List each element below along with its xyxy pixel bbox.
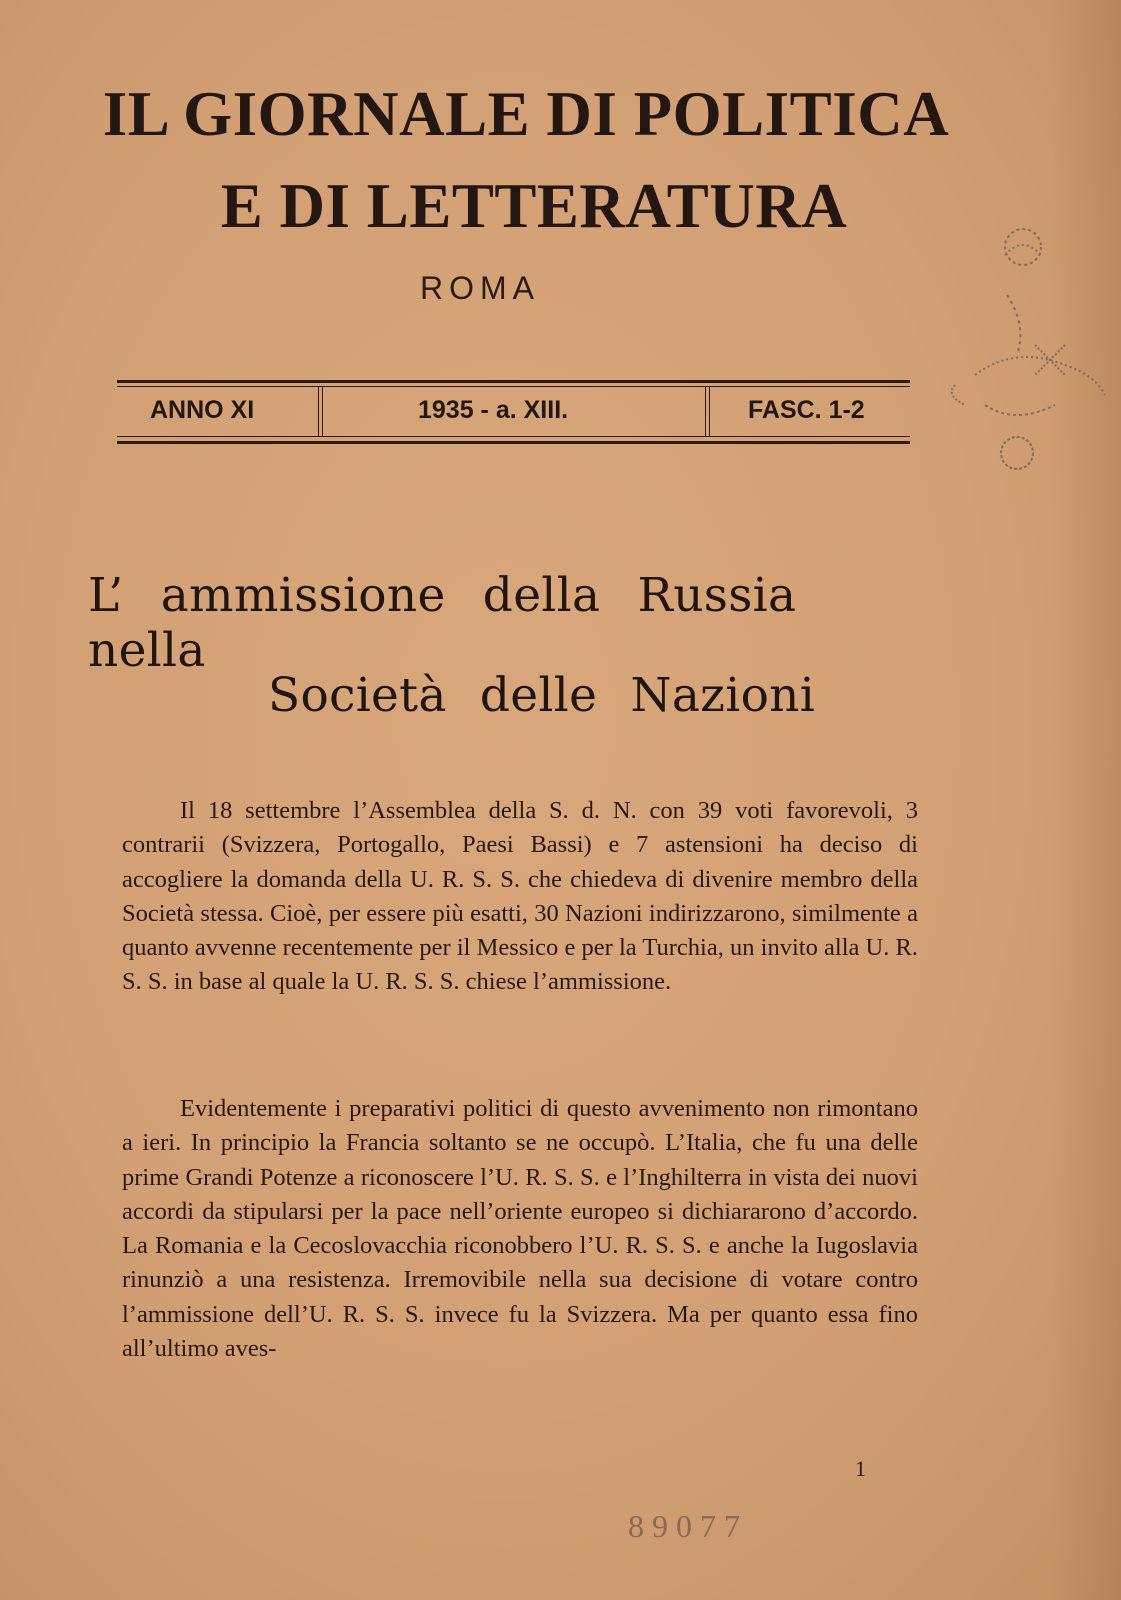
band-rule-top-thin — [117, 386, 910, 387]
inventory-number: 89077 — [628, 1508, 748, 1544]
library-stamp-icon — [935, 225, 1115, 485]
band-separator — [318, 386, 319, 436]
band-rule-bottom-thick — [117, 441, 910, 444]
masthead-title-line1: IL GIORNALE DI POLITICA — [102, 79, 950, 149]
band-separator — [709, 386, 710, 436]
band-rule-top-thick — [117, 380, 910, 383]
band-separator — [322, 386, 323, 436]
masthead-city: ROMA — [420, 270, 540, 306]
masthead-title-line2: E DI LETTERATURA — [220, 171, 848, 241]
article-paragraph: Il 18 settembre l’Assemblea della S. d. N. con 39 voti favorevoli, 3 contrarii (Svizzera, Portogallo, Paesi Bassi) e 7 astensioni ha deciso di accogliere la domanda della U. R. S. S. che chiedeva di divenire membro della Società stessa. Cioè, per essere più esatti, 30 Nazioni indirizzarono, similmente a quanto avvenne recentemente per il Messico e per la Turchia, un invito alla U. R. S. S. in base al quale la U. R. S. S. chiese l’ammissione. — [122, 797, 918, 996]
article-title-line1: L’ ammissione della Russia nella — [88, 568, 797, 678]
issue-volume: ANNO XI — [150, 396, 255, 424]
band-rule-bottom-thin — [117, 436, 910, 437]
band-separator — [705, 386, 706, 436]
issue-year: 1935 - a. XIII. — [418, 396, 569, 424]
article-title-line2: Società delle Nazioni — [268, 668, 816, 723]
page-number: 1 — [855, 1456, 866, 1481]
article-paragraph: Evidentemente i preparativi politici di questo avvenimento non rimontano a ieri. In principio la Francia soltanto se ne occupò. L’Italia, che fu una delle prime Grandi Potenze a riconoscere l’U. R. S. S. e l’Inghilterra in vista dei nuovi accordi da stipularsi per la pace nell’oriente europeo si dichiararono d’accordo. La Romania e la Cecoslovacchia riconobbero l’U. R. S. S. e anche la Iugoslavia rinunziò a una resistenza. Irremovibile nella sua decisione di votare contro l’ammissione dell’U. R. S. S. invece fu la Svizzera. Ma per quanto essa fino all’ultimo aves- — [122, 1095, 918, 1363]
issue-fascicle: FASC. 1-2 — [748, 396, 865, 424]
